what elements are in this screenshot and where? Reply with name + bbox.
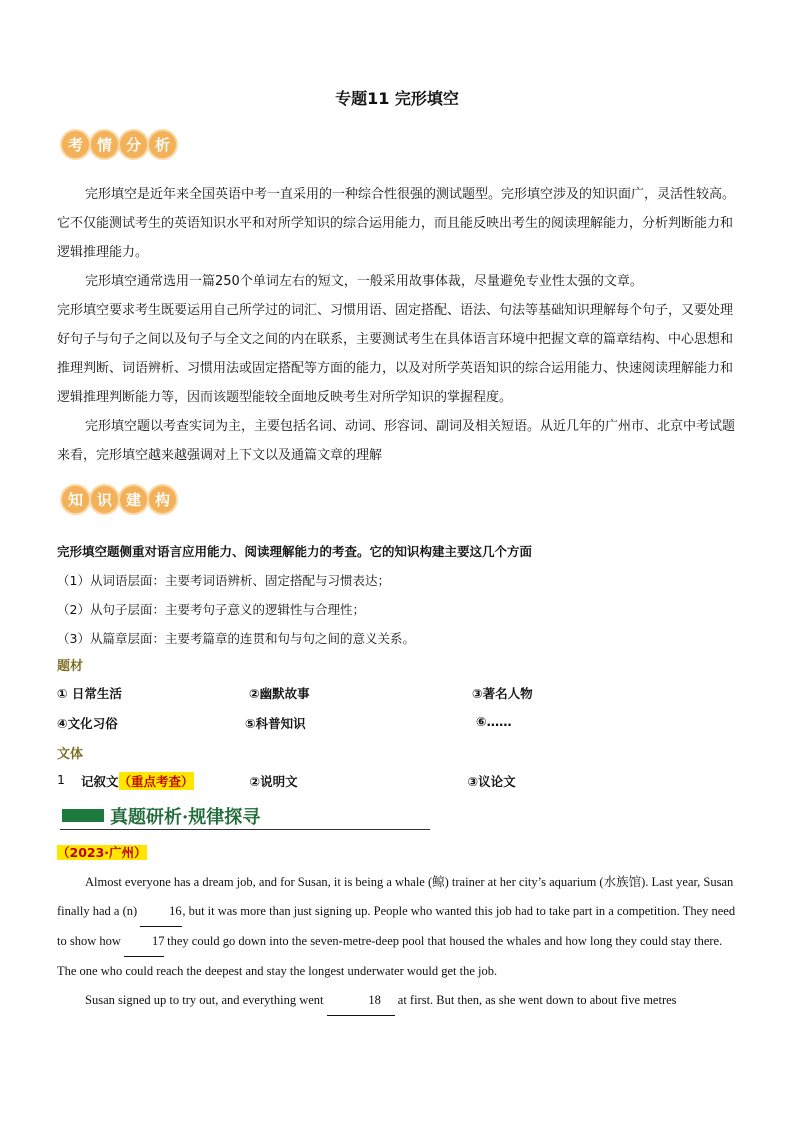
knowledge-intro: 完形填空题侧重对语言应用能力、阅读理解能力的考查。它的知识构建主要这几个方面: [57, 544, 533, 559]
passage-paragraph: [57, 986, 741, 1016]
passage-text: they could go down into the seven-metre-deep pool that housed the whales and how long they could stay there. The one who could reach the deepest and stay the longest underwater would get the job.: [57, 934, 723, 978]
badge-char: 构: [149, 486, 176, 513]
badge-char: 识: [91, 486, 118, 513]
banner-title: 真题研析·规律探寻: [110, 807, 261, 828]
blank-18[interactable]: 18: [327, 986, 395, 1016]
key-exam-highlight: （重点考查）: [118, 774, 194, 789]
section-banner: [60, 801, 430, 830]
knowledge-item: （3）从篇章层面：主要考篇章的连贯和句与句之间的意义关系。: [57, 631, 415, 646]
badge-char: 建: [120, 486, 147, 513]
banner-bar: [62, 809, 104, 822]
badge-char: 析: [149, 131, 176, 158]
passage: [57, 868, 741, 1016]
topic-label: 题材: [57, 659, 84, 674]
exam-source-tag: （2023·广州）: [57, 845, 147, 860]
genre-item: ③议论文: [467, 774, 516, 789]
topic-row: [57, 714, 512, 732]
genre-item: ②说明文: [249, 774, 298, 789]
analysis-paragraph: 完形填空是近年来全国英语中考一直采用的一种综合性很强的测试题型。完形填空涉及的知识面广，灵活性较高。它不仅能测试考生的英语知识水平和对所学知识的综合运用能力，而且能反映出考生的阅读理解能力，分析判断能力和逻辑推理能力。: [57, 187, 736, 260]
section-badge-analysis: [62, 131, 176, 158]
analysis-paragraph: 完形填空要求考生既要运用自己所学过的词汇、习惯用语、固定搭配、语法、句法等基础知识理解每个句子，又要处理好句子与句子之间以及句子与全文之间的内在联系，主要测试考生在具体语言环境中把握文章的篇章结构、中心思想和推理判断、词语辨析、习惯用法或固定搭配等方面的能力，以及对所学英语知识的综合运用能力、快速阅读理解能力和逻辑推理判断能力等，因而该题型能较全面地反映考生对所学知识的掌握程度。: [57, 303, 734, 405]
section-badge-knowledge: [62, 486, 176, 513]
badge-char: 知: [62, 486, 89, 513]
analysis-section: [57, 180, 741, 470]
topic-item: ③著名人物: [472, 686, 533, 701]
topic-item: ⑤科普知识: [245, 716, 306, 731]
genre-item: 记叙文: [81, 774, 119, 789]
passage-text: Almost everyone has a dream job, and for Susan, it is being a whale (鲸) trainer at her city’s aquarium (水族馆). Last year, Susan finally had a (n): [57, 875, 734, 918]
passage-paragraph: [57, 868, 741, 986]
analysis-paragraph: 完形填空通常选用一篇250个单词左右的短文，一般采用故事体裁，尽量避免专业性太强的文章。: [85, 274, 643, 289]
exam-tag: [57, 843, 147, 861]
genre-number: 1: [57, 772, 65, 787]
knowledge-section: [57, 537, 747, 653]
topic-item: ④文化习俗: [57, 716, 118, 731]
page-title: 专题11 完形填空: [335, 89, 459, 108]
analysis-paragraph: 完形填空题以考查实词为主，主要包括名词、动词、形容词、副词及相关短语。从近几年的广州市、北京中考试题来看，完形填空越来越强调对上下文以及通篇文章的理解: [57, 419, 736, 463]
knowledge-item: （1）从词语层面：主要考词语辨析、固定搭配与习惯表达；: [57, 573, 390, 588]
topic-row: [57, 684, 533, 702]
topic-item: ① 日常生活: [57, 686, 122, 701]
passage-text: , but it was more than just signing up. People who wanted this job had to take part in a competition. They need to show how: [57, 904, 736, 948]
passage-text: at first. But then, as she went down to about five metres: [394, 993, 677, 1007]
blank-16[interactable]: 16: [140, 897, 182, 927]
genre-label: 文体: [57, 747, 84, 762]
genre-row: [57, 772, 516, 790]
badge-char: 考: [62, 131, 89, 158]
topic-item: ②幽默故事: [249, 686, 310, 701]
topic-item: ⑥……: [476, 714, 512, 729]
badge-char: 分: [120, 131, 147, 158]
blank-17[interactable]: 17: [124, 927, 164, 957]
knowledge-item: （2）从句子层面：主要考句子意义的逻辑性与合理性；: [57, 602, 365, 617]
passage-text: Susan signed up to try out, and everything went: [85, 993, 327, 1007]
badge-char: 情: [91, 131, 118, 158]
